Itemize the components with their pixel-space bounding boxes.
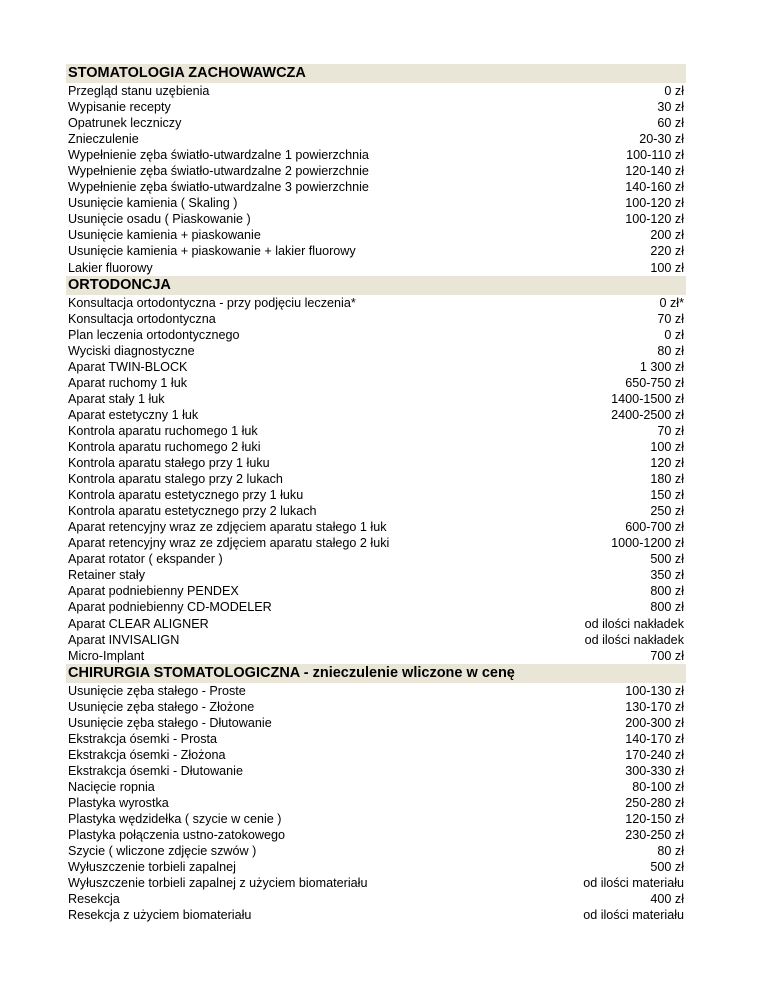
- service-name: Ekstrakcja ósemki - Prosta: [68, 731, 218, 746]
- service-price: od ilości materiału: [583, 908, 684, 923]
- service-price: 150 zł: [650, 488, 684, 503]
- price-row: [66, 763, 686, 779]
- service-price: 230-250 zł: [625, 828, 684, 843]
- price-row: [66, 407, 686, 423]
- service-name: Aparat retencyjny wraz ze zdjęciem aparatu stałego 1 łuk: [68, 520, 387, 535]
- service-price: 200-300 zł: [625, 715, 684, 730]
- service-name: Plastyka wyrostka: [68, 795, 169, 810]
- price-row: [66, 227, 686, 243]
- service-price: od ilości materiału: [583, 876, 684, 891]
- service-name: Szycie ( wliczone zdjęcie szwów ): [68, 844, 257, 859]
- service-name: Aparat estetyczny 1 łuk: [68, 407, 199, 422]
- service-price: 350 zł: [650, 568, 684, 583]
- service-name: Wypełnienie zęba światło-utwardzalne 3 powierzchnie: [68, 180, 369, 195]
- service-name: Usunięcie osadu ( Piaskowanie ): [68, 212, 251, 227]
- service-name: Przegląd stanu uzębienia: [68, 84, 210, 99]
- price-row: [66, 195, 686, 211]
- service-price: 600-700 zł: [625, 520, 684, 535]
- service-name: Kontrola aparatu estetycznego przy 2 lukach: [68, 504, 317, 519]
- service-price: 400 zł: [650, 892, 684, 907]
- price-row: [66, 599, 686, 615]
- service-name: Kontrola aparatu estetycznego przy 1 łuku: [68, 488, 304, 503]
- service-name: Ekstrakcja ósemki - Złożona: [68, 747, 226, 762]
- price-row: [66, 907, 686, 923]
- price-row: [66, 503, 686, 519]
- service-name: Plan leczenia ortodontycznego: [68, 327, 240, 342]
- price-row: [66, 779, 686, 795]
- service-name: Usunięcie kamienia + piaskowanie: [68, 228, 261, 243]
- service-name: Retainer stały: [68, 568, 145, 583]
- service-price: 20-30 zł: [639, 132, 684, 147]
- price-row: [66, 583, 686, 599]
- price-row: [66, 715, 686, 731]
- service-name: Aparat CLEAR ALIGNER: [68, 616, 209, 631]
- price-row: [66, 683, 686, 699]
- service-price: 100-130 zł: [625, 683, 684, 698]
- service-price: 250-280 zł: [625, 795, 684, 810]
- price-row: [66, 616, 686, 632]
- price-row: [66, 243, 686, 259]
- service-name: Micro-Implant: [68, 648, 145, 663]
- price-row: [66, 311, 686, 327]
- price-row: [66, 343, 686, 359]
- price-row: [66, 391, 686, 407]
- service-price: 220 zł: [650, 244, 684, 259]
- service-price: 800 zł: [650, 584, 684, 599]
- service-name: Resekcja: [68, 892, 120, 907]
- service-name: Wypełnienie zęba światło-utwardzalne 1 powierzchnia: [68, 148, 369, 163]
- service-name: Aparat podniebienny CD-MODELER: [68, 600, 272, 615]
- price-row: [66, 147, 686, 163]
- price-row: [66, 699, 686, 715]
- service-name: Wypełnienie zęba światło-utwardzalne 2 powierzchnie: [68, 164, 369, 179]
- service-price: 2400-2500 zł: [611, 407, 684, 422]
- service-price: 80-100 zł: [632, 779, 684, 794]
- service-name: Plastyka połączenia ustno-zatokowego: [68, 828, 286, 843]
- price-row: [66, 519, 686, 535]
- service-name: Aparat TWIN-BLOCK: [68, 359, 188, 374]
- price-row: [66, 163, 686, 179]
- service-name: Kontrola aparatu ruchomego 2 łuki: [68, 440, 261, 454]
- service-price: 1 300 zł: [639, 359, 684, 374]
- service-name: Resekcja z użyciem biomateriału: [68, 908, 252, 923]
- service-name: Plastyka wędzidełka ( szycie w cenie ): [68, 812, 282, 827]
- price-row: [66, 99, 686, 115]
- price-row: [66, 260, 686, 276]
- service-name: Usunięcie zęba stałego - Proste: [68, 683, 246, 698]
- service-price: 80 zł: [657, 343, 684, 358]
- service-price: 0 zł: [664, 327, 684, 342]
- service-name: Wypisanie recepty: [68, 100, 171, 115]
- price-row: [66, 131, 686, 147]
- service-name: Znieczulenie: [68, 132, 139, 147]
- price-row: [66, 747, 686, 763]
- service-price: 70 zł: [657, 311, 684, 326]
- service-name: Wyciski diagnostyczne: [68, 343, 195, 358]
- price-row: [66, 843, 686, 859]
- service-name: Wyłuszczenie torbieli zapalnej: [68, 860, 236, 875]
- service-name: Kontrola aparatu stałego przy 1 łuku: [68, 456, 270, 471]
- price-row: [66, 115, 686, 131]
- section-title: ORTODONCJA: [66, 276, 686, 295]
- price-row: [66, 632, 686, 648]
- service-name: Lakier fluorowy: [68, 260, 153, 275]
- service-name: Konsultacja ortodontyczna - przy podjęciu leczenia*: [68, 295, 356, 310]
- price-row: [66, 811, 686, 827]
- section-title: CHIRURGIA STOMATOLOGICZNA - znieczulenie wliczone w cenę: [66, 664, 686, 683]
- price-row: [66, 471, 686, 487]
- price-row: [66, 455, 686, 471]
- price-row: [66, 731, 686, 747]
- service-price: 100 zł: [650, 440, 684, 454]
- service-price: 250 zł: [650, 504, 684, 519]
- service-price: 800 zł: [650, 600, 684, 615]
- price-row: [66, 567, 686, 583]
- service-price: 120-150 zł: [625, 812, 684, 827]
- section-ortodoncja: [66, 276, 686, 664]
- service-name: Usunięcie zęba stałego - Dłutowanie: [68, 715, 272, 730]
- service-name: Aparat retencyjny wraz ze zdjęciem aparatu stałego 2 łuki: [68, 536, 390, 551]
- service-price: 1000-1200 zł: [611, 536, 684, 551]
- service-price: 170-240 zł: [625, 747, 684, 762]
- service-price: od ilości nakładek: [584, 616, 684, 631]
- service-price: 650-750 zł: [625, 375, 684, 390]
- service-name: Aparat podniebienny PENDEX: [68, 584, 239, 599]
- service-price: 80 zł: [657, 844, 684, 859]
- service-price: 100-110 zł: [626, 148, 684, 163]
- service-name: Aparat INVISALIGN: [68, 632, 180, 647]
- service-name: Kontrola aparatu ruchomego 1 łuk: [68, 423, 258, 438]
- section-rows: [66, 295, 686, 664]
- price-row: [66, 83, 686, 99]
- service-price: 700 zł: [650, 648, 684, 663]
- price-row: [66, 179, 686, 195]
- price-row: [66, 295, 686, 311]
- section-rows: [66, 83, 686, 276]
- service-name: Aparat ruchomy 1 łuk: [68, 375, 187, 390]
- service-price: 200 zł: [650, 228, 684, 243]
- service-name: Wyłuszczenie torbieli zapalnej z użyciem biomateriału: [68, 876, 368, 891]
- service-price: 70 zł: [657, 423, 684, 438]
- service-name: Aparat stały 1 łuk: [68, 391, 165, 406]
- price-list: [66, 64, 686, 923]
- price-row: [66, 439, 686, 455]
- price-row: [66, 359, 686, 375]
- price-row: [66, 891, 686, 907]
- service-price: 30 zł: [657, 100, 684, 115]
- price-row: [66, 875, 686, 891]
- service-name: Opatrunek leczniczy: [68, 116, 182, 131]
- service-name: Nacięcie ropnia: [68, 779, 155, 794]
- service-price: 500 zł: [650, 552, 684, 567]
- price-row: [66, 827, 686, 843]
- service-price: 0 zł: [664, 84, 684, 99]
- service-price: 180 zł: [650, 472, 684, 487]
- service-name: Kontrola aparatu stalego przy 2 lukach: [68, 472, 283, 487]
- price-row: [66, 795, 686, 811]
- service-price: 0 zł*: [659, 295, 684, 310]
- price-row: [66, 535, 686, 551]
- service-price: od ilości nakładek: [584, 632, 684, 647]
- service-name: Konsultacja ortodontyczna: [68, 311, 216, 326]
- service-price: 1400-1500 zł: [611, 391, 684, 406]
- service-name: Usunięcie kamienia + piaskowanie + lakier fluorowy: [68, 244, 356, 259]
- service-price: 120-140 zł: [625, 164, 684, 179]
- price-row: [66, 375, 686, 391]
- service-price: 140-160 zł: [625, 180, 684, 195]
- service-price: 120 zł: [650, 456, 684, 471]
- price-row: [66, 487, 686, 503]
- price-row: [66, 211, 686, 227]
- section-chirurgia-stomatologiczna: [66, 664, 686, 924]
- price-row: [66, 859, 686, 875]
- price-row: [66, 648, 686, 664]
- service-price: 140-170 zł: [625, 731, 684, 746]
- service-price: 100-120 zł: [625, 196, 684, 211]
- section-rows: [66, 683, 686, 924]
- service-price: 100-120 zł: [625, 212, 684, 227]
- service-price: 500 zł: [650, 860, 684, 875]
- service-price: 130-170 zł: [625, 699, 684, 714]
- service-price: 300-330 zł: [625, 763, 684, 778]
- price-row: [66, 327, 686, 343]
- price-row: [66, 423, 686, 439]
- service-name: Aparat rotator ( ekspander ): [68, 552, 223, 567]
- service-name: Usunięcie kamienia ( Skaling ): [68, 196, 238, 211]
- service-name: Usunięcie zęba stałego - Złożone: [68, 699, 255, 714]
- service-name: Ekstrakcja ósemki - Dłutowanie: [68, 763, 243, 778]
- service-price: 100 zł: [650, 260, 684, 275]
- price-row: [66, 551, 686, 567]
- section-stomatologia-zachowawcza: [66, 64, 686, 276]
- section-title: STOMATOLOGIA ZACHOWAWCZA: [66, 64, 686, 83]
- service-price: 60 zł: [657, 116, 684, 131]
